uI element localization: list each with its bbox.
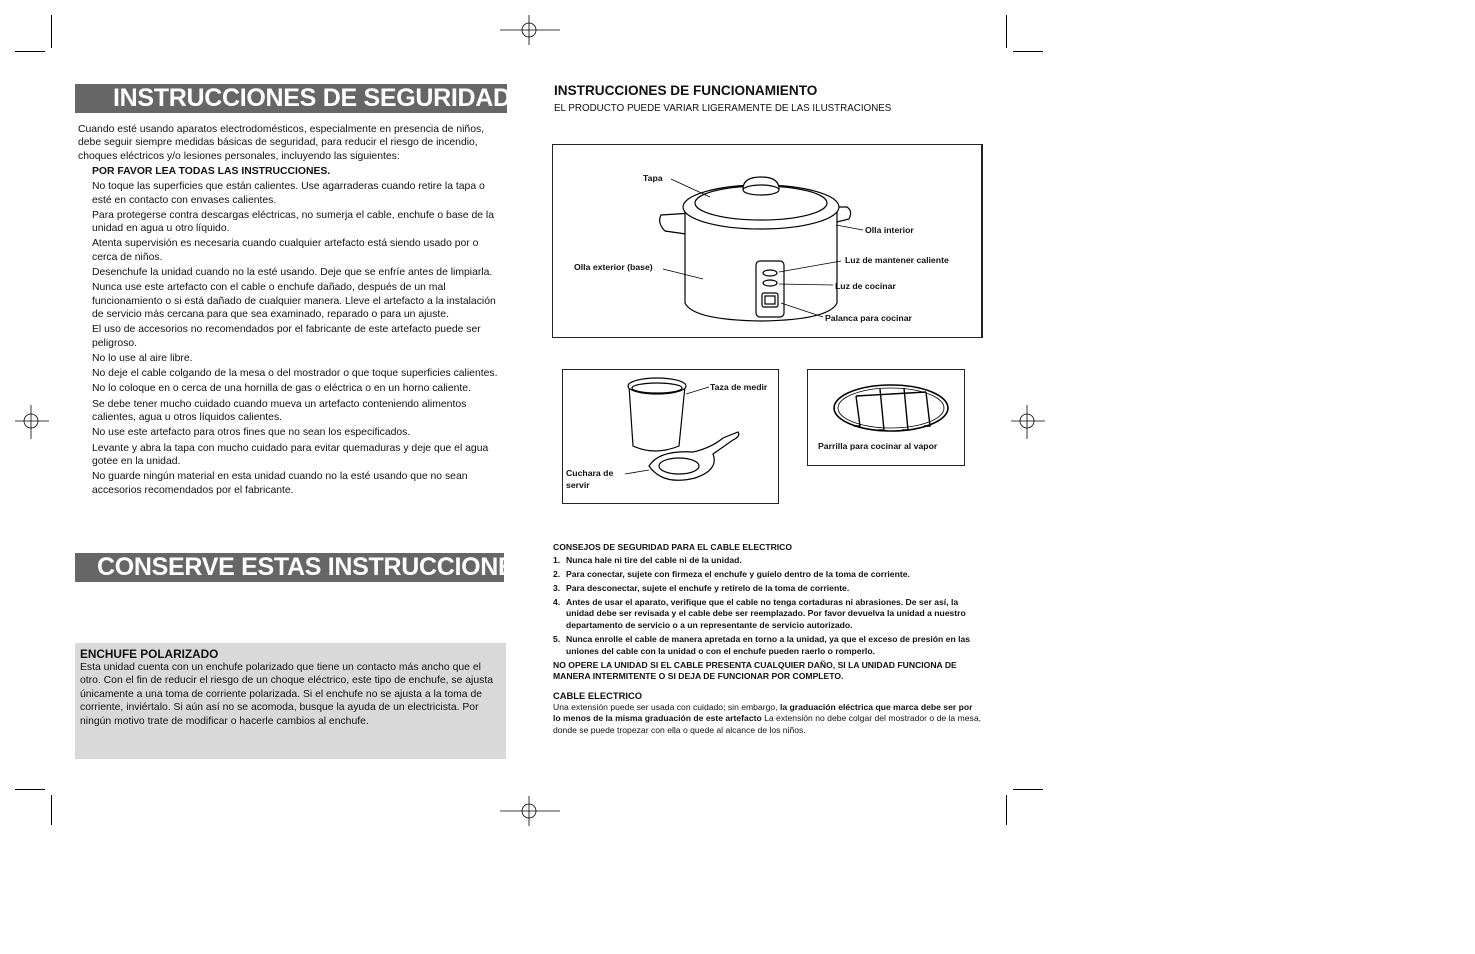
rule-item: No guarde ningún material en esta unidad cuando no la esté usando que no sean accesorios recomendados por el fabricante. <box>92 471 468 496</box>
safety-rules <box>92 165 504 499</box>
rice-cooker-illustration <box>553 145 982 337</box>
safety-title: INSTRUCCIONES DE SEGURIDAD <box>113 84 511 112</box>
rule-item: Levante y abra la tapa con mucho cuidado para evitar quemaduras y deje que el agua gotee en la unidad. <box>92 442 489 467</box>
label-cook-light: Luz de cocinar <box>835 281 896 291</box>
rule-item: No deje el cable colgando de la mesa o del mostrador o que toque superficies calientes. <box>92 368 498 380</box>
steam-rack-diagram <box>807 369 965 466</box>
list-item: 5. Nunca enrolle el cable de manera apretada en torno a la unidad, ya que el exceso de presión en las uniones del cable con la unidad o con el enchufe pueden raerlo o romperlo. <box>553 634 971 656</box>
list-item: 4. Antes de usar el aparato, verifique que el cable no tenga cortaduras ni abrasiones. De ser así, la unidad debe ser revisada y el cable debe ser reemplazado. Por favor devuelva la unidad a nuestro departamento de servicio o a un representante de servicio autorizado. <box>553 596 966 631</box>
label-serving-spoon-line2: servir <box>566 480 590 490</box>
label-outer-pot: Olla exterior (base) <box>574 262 653 272</box>
list-item: 3. Para desconectar, sujete el enchufe y retírelo de la toma de corriente. <box>553 582 850 593</box>
rule-item: El uso de accesorios no recomendados por el fabricante de este artefacto puede ser peligroso. <box>92 324 481 349</box>
list-item: 1. Nunca hale ni tire del cable ni de la unidad. <box>553 554 742 565</box>
rule-item: No lo use al aire libre. <box>92 352 193 364</box>
rule-item: Nunca use este artefacto con el cable o enchufe dañado, después de un mal funcionamiento o si está dañado de cualquier manera. Lleve el artefacto a la instalación de servicio más cercana para que sea examinado, reparado o para un ajuste. <box>92 282 496 320</box>
label-inner-pot: Olla interior <box>865 225 914 235</box>
polarized-plug-title: ENCHUFE POLARIZADO <box>80 647 219 661</box>
rule-item: Se debe tener mucho cuidado cuando mueva un artefacto conteniendo alimentos calientes, agua u otros líquidos calientes. <box>92 398 467 424</box>
read-all-notice: POR FAVOR LEA TODAS LAS INSTRUCCIONES. <box>92 166 331 177</box>
safety-title-banner <box>75 84 511 113</box>
rule-item: Para protegerse contra descargas eléctricas, no sumerja el cable, enchufe o base de la unidad en agua u otro líquido. <box>92 209 495 235</box>
label-serving-spoon-line1: Cuchara de <box>566 468 614 478</box>
label-steam-rack: Parrilla para cocinar al vapor <box>818 441 938 451</box>
polarized-plug-box <box>75 643 506 759</box>
label-lid: Tapa <box>643 173 663 183</box>
cup-spoon-diagram <box>562 369 779 504</box>
rule-item: Desenchufe la unidad cuando no la esté usando. Deje que se enfríe antes de limpiarla. <box>92 267 493 279</box>
rule-item: Atenta supervisión es necesaria cuando cualquier artefacto está siendo usado por o cerca de niños. <box>92 238 479 263</box>
label-cook-lever: Palanca para cocinar <box>825 313 912 323</box>
cable-text: Una extensión puede ser usada con cuidado; sin embargo, la graduación eléctrica que marca debe ser por lo menos de la misma graduación de este artefacto La extensión no debe colgar del mostrador o de la mesa, donde se puede tropezar con ella o quede al alcance de los niños. <box>553 701 981 735</box>
cord-warning: NO OPERE LA UNIDAD SI EL CABLE PRESENTA CUALQUIER DAÑO, SI LA UNIDAD FUNCIONA DE MANERA INTERMITENTE O SI DEJA DE FUNCIONAR POR COMPLETO. <box>553 659 957 682</box>
label-measuring-cup: Taza de medir <box>710 382 768 392</box>
rule-item: No lo coloque en o cerca de una hornilla de gas o eléctrica o en un horno caliente. <box>92 383 471 395</box>
label-warm-light: Luz de mantener caliente <box>845 255 949 265</box>
save-instructions-banner <box>75 553 531 582</box>
operating-subtitle: EL PRODUCTO PUEDE VARIAR LIGERAMENTE DE LAS ILUSTRACIONES <box>554 103 892 114</box>
operating-title: INSTRUCCIONES DE FUNCIONAMIENTO <box>554 83 818 98</box>
rule-item: No use este artefacto para otros fines que no sean los especificados. <box>92 427 411 439</box>
rule-item: No toque las superficies que están calientes. Use agarraderas cuando retire la tapa o esté en contacto con envases calientes. <box>92 181 485 206</box>
safety-intro: Cuando esté usando aparatos electrodomésticos, especialmente en presencia de niños, debe seguir siempre medidas básicas de seguridad, para reducir el riesgo de incendio, choques eléctricos y/o lesiones personales, incluyendo las siguientes: <box>78 124 485 162</box>
save-instructions-title: CONSERVE ESTAS INSTRUCCIONES <box>97 553 531 581</box>
list-item: 2. Para conectar, sujete con firmeza el enchufe y guíelo dentro de la toma de corriente. <box>553 568 910 579</box>
cable-title: CABLE ELECTRICO <box>553 690 643 702</box>
cord-safety-section <box>553 542 981 736</box>
cord-safety-title: CONSEJOS DE SEGURIDAD PARA EL CABLE ELECTRICO <box>553 542 793 552</box>
polarized-plug-text: Esta unidad cuenta con un enchufe polarizado que tiene un contacto más ancho que el otro. Con el fin de reducir el riesgo de un choque eléctrico, este tipo de enchufe, se ajusta únicamente a una toma de corriente polarizada. Si el enchufe no se ajusta a la toma de corriente, inviértalo. Si aún así no se acomoda, busque la ayuda de un electricista. Por ningún motivo trate de modificar o hacerle cambios al enchufe. <box>80 662 493 727</box>
rice-cooker-diagram <box>552 144 983 338</box>
